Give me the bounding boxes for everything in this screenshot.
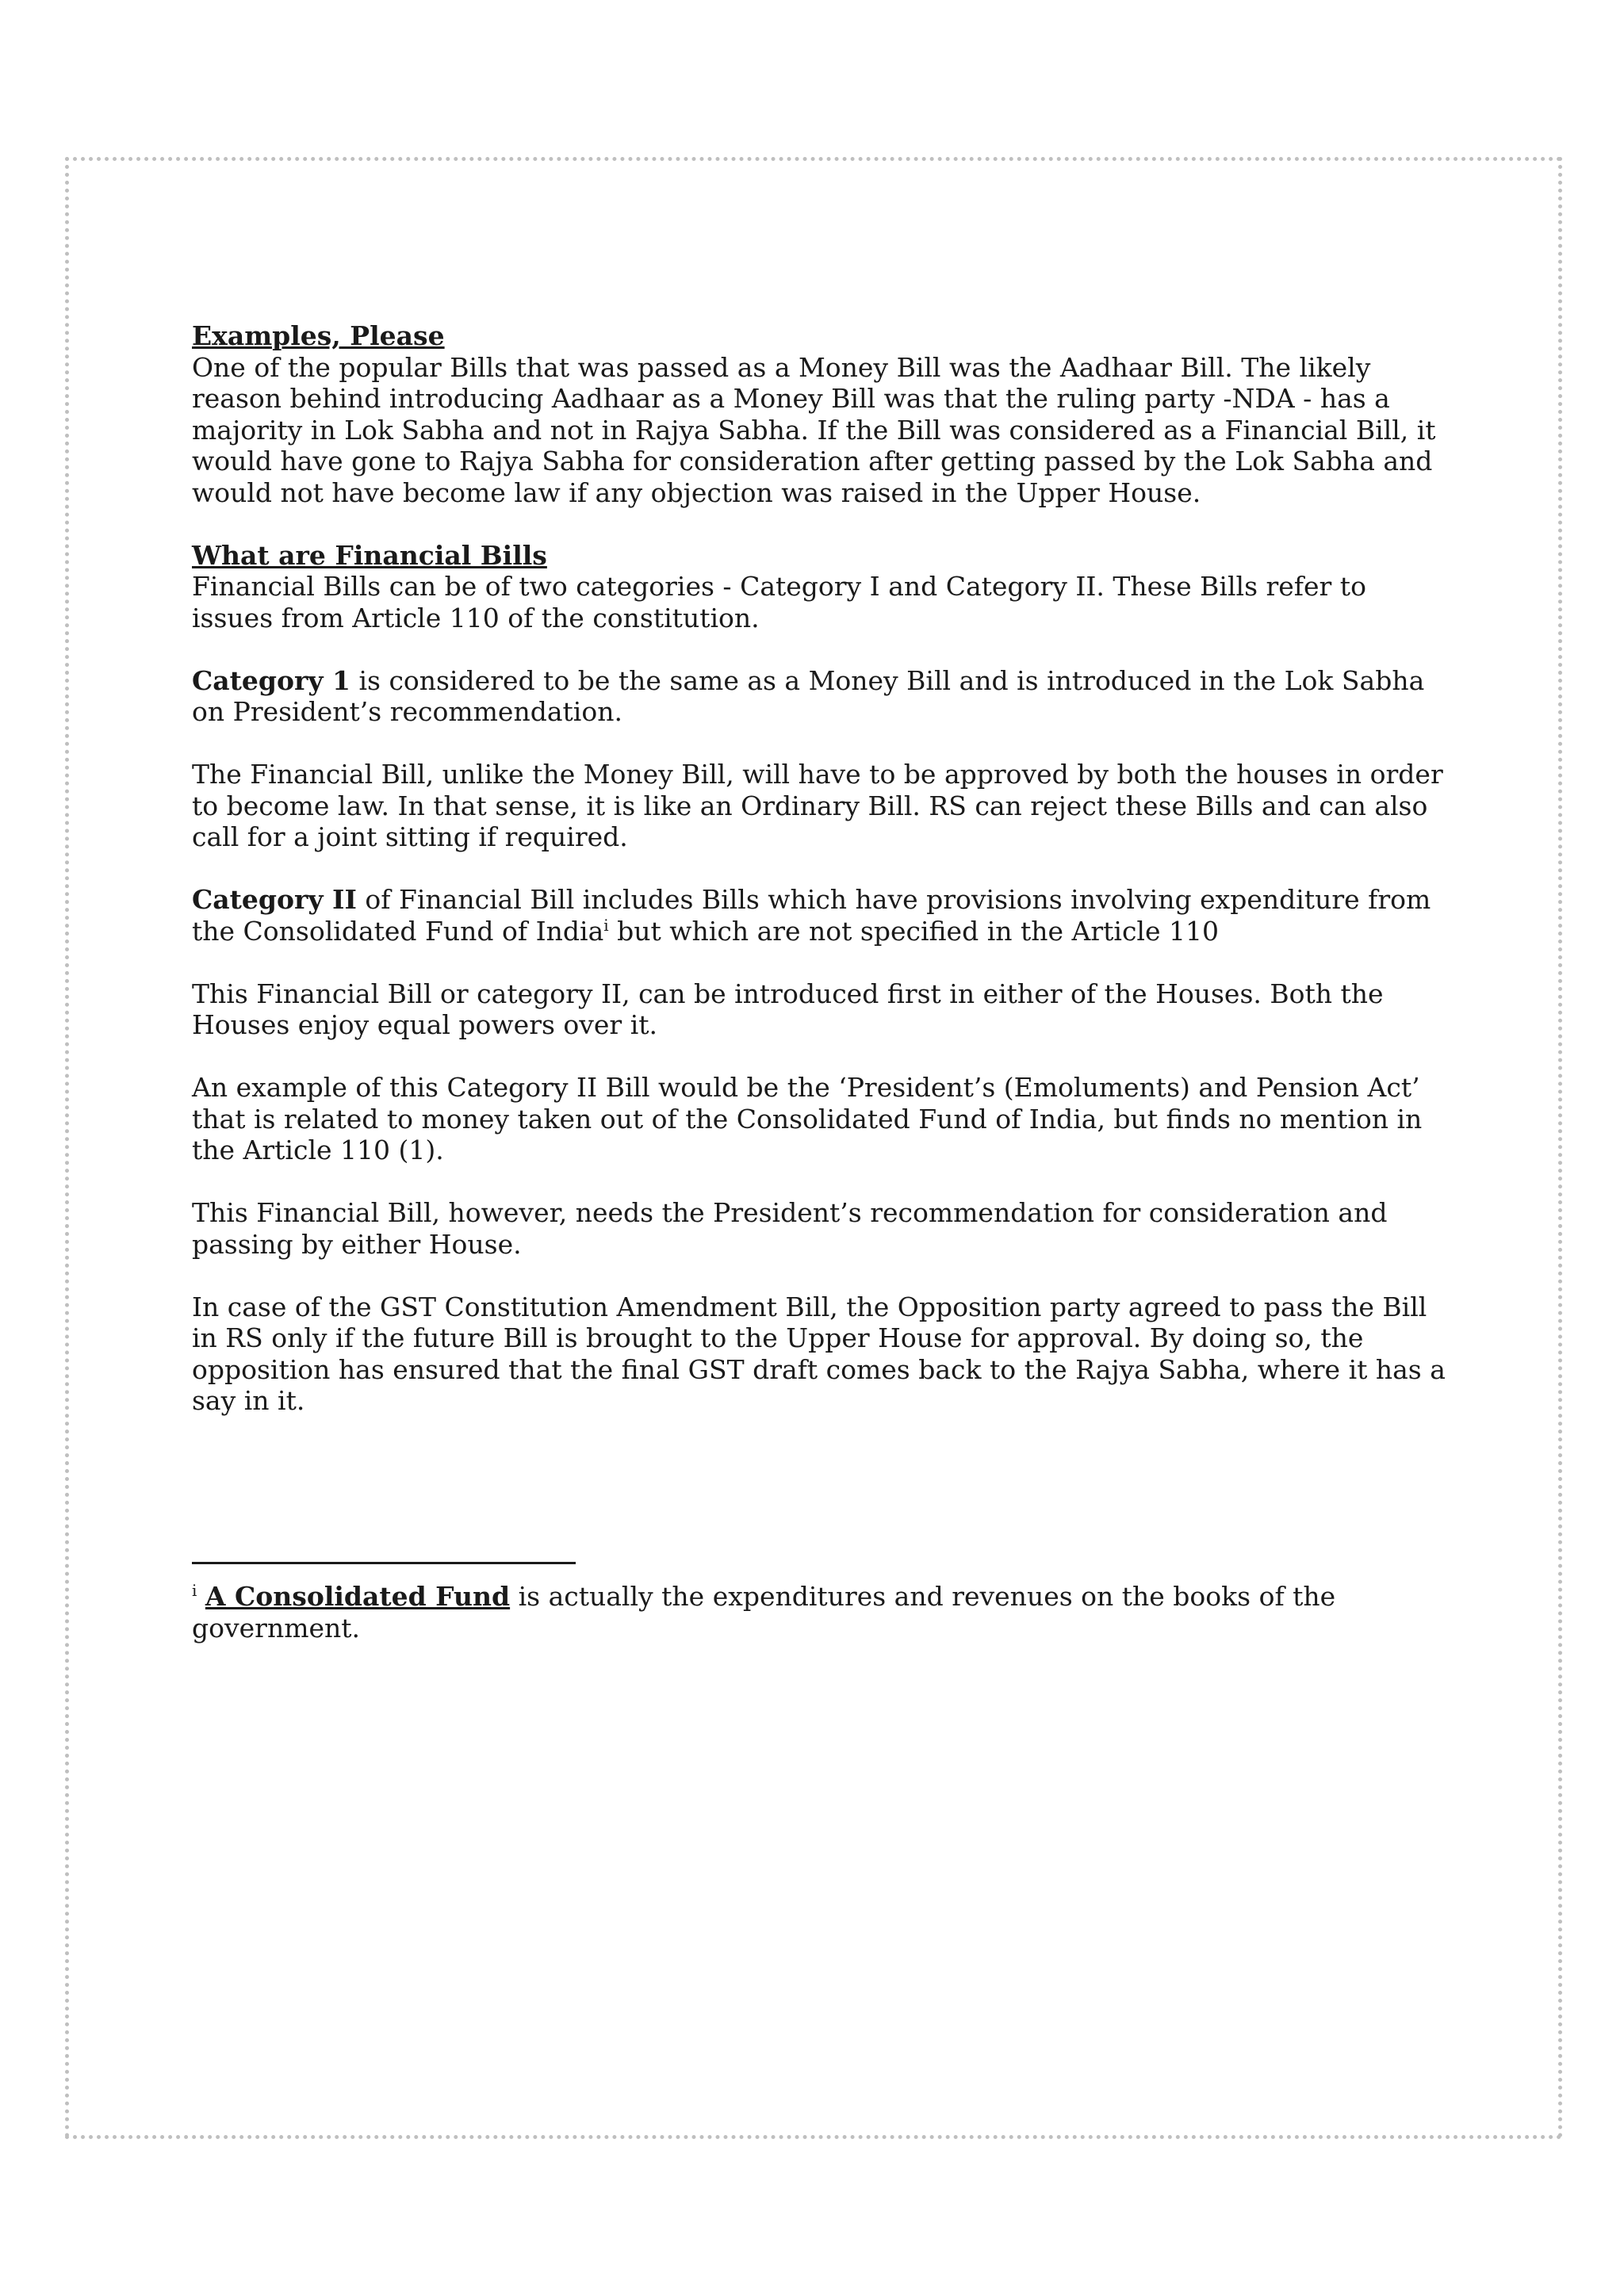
- examples-section: [192, 320, 1453, 508]
- category1-label: Category 1: [192, 664, 350, 696]
- footnote-term: A Consolidated Fund: [205, 1581, 511, 1612]
- category2-intro-paragraph: This Financial Bill or category II, can be introduced first in either of the Houses. Both the Houses enjoy equal powers over it.: [192, 978, 1384, 1040]
- financial-bill-approval-paragraph: The Financial Bill, unlike the Money Bill, will have to be approved by both the houses in order to become law. In that sense, it is like an Ordinary Bill. RS can reject these Bills and can also call for a joint sitting if required.: [192, 759, 1443, 852]
- gst-paragraph: In case of the GST Constitution Amendment Bill, the Opposition party agreed to pass the Bill in RS only if the future Bill is brought to the Upper House for approval. By doing so, the opposition has ensured that the final GST draft comes back to the Rajya Sabha, where it has a say in it.: [192, 1291, 1446, 1416]
- financial-bills-paragraph: Financial Bills can be of two categories - Category I and Category II. These Bills refer to issues from Article 110 of the constitution.: [192, 571, 1366, 633]
- financial-bills-heading: What are Financial Bills: [192, 539, 547, 571]
- examples-heading: Examples, Please: [192, 320, 445, 351]
- category1-text: is considered to be the same as a Money Bill and is introduced in the Lok Sabha on President’s recommendation.: [192, 664, 1425, 727]
- category2-paragraph: [192, 884, 1453, 947]
- category1-paragraph: [192, 665, 1453, 728]
- footnote-divider: [192, 1562, 576, 1564]
- category2-label: Category II: [192, 884, 357, 915]
- footnote-marker: i: [192, 1581, 197, 1600]
- example-paragraph: An example of this Category II Bill would be the ‘President’s (Emoluments) and Pension Act’ that is related to money taken out of the Consolidated Fund of India, but finds no mention in the Article 110 (1).: [192, 1072, 1423, 1165]
- footnote-reference: i: [603, 915, 609, 935]
- category2-text-before: of Financial Bill includes Bills which have provisions involving expenditure from the Consolidated Fund of India: [192, 884, 1431, 947]
- footnote-text: is actually the expenditures and revenues on the books of the government.: [192, 1581, 1336, 1644]
- footnote: [192, 1581, 1453, 1644]
- document-body: [192, 320, 1453, 1448]
- category2-text-after: but which are not specified in the Article 110: [608, 915, 1219, 947]
- financial-bills-section: [192, 540, 1453, 634]
- examples-paragraph: One of the popular Bills that was passed as a Money Bill was the Aadhaar Bill. The likely reason behind introducing Aadhaar as a Money Bill was that the ruling party -NDA - has a majority in Lok Sabha and not in Rajya Sabha. If the Bill was considered as a Financial Bill, it would have gone to Rajya Sabha for consideration after getting passed by the Lok Sabha and would not have become law if any objection was raised in the Upper House.: [192, 351, 1436, 508]
- recommendation-paragraph: This Financial Bill, however, needs the President’s recommendation for consideration and passing by either House.: [192, 1197, 1388, 1260]
